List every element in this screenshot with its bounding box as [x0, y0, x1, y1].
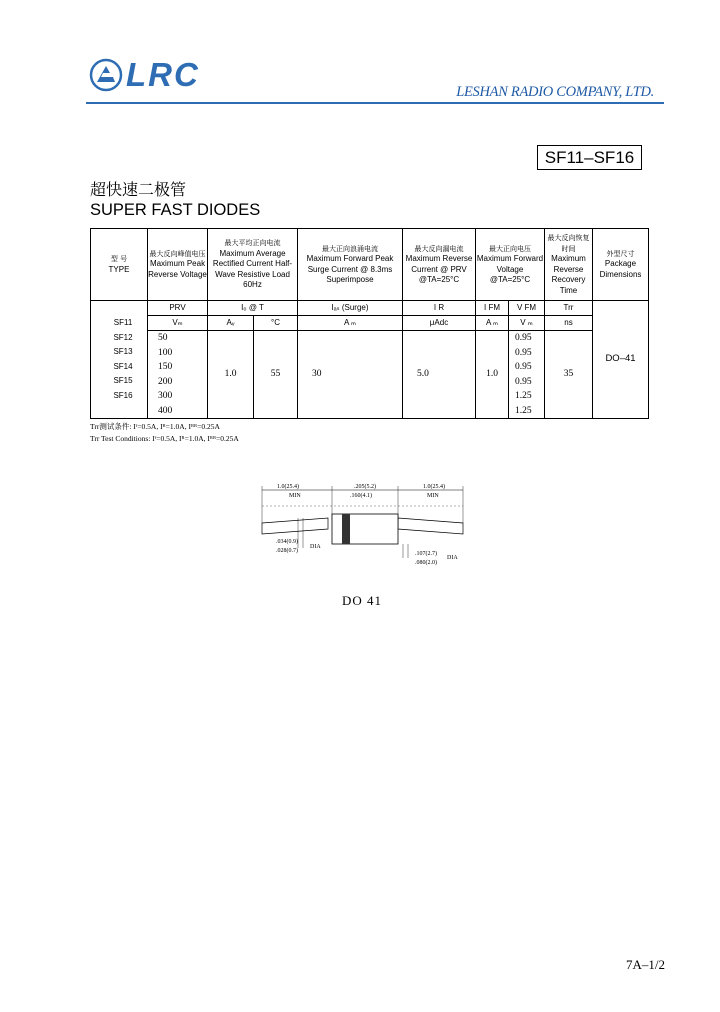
type-item: SF12	[113, 332, 133, 342]
lead-dia-label: DIA	[310, 544, 321, 550]
hdr-forward-voltage: 最大正向电压 Maximum Forward Voltage @TA=25°C	[476, 229, 545, 301]
prv-value: 200	[158, 376, 173, 387]
hdr-package: 外型尺寸 Package Dimensions	[593, 229, 649, 301]
vf-value: 1.25	[515, 405, 532, 416]
lead-length-right: 1.0(25.4)	[423, 484, 445, 490]
sym-vf-i: I FM	[476, 301, 509, 316]
title-chinese: 超快速二极管	[90, 180, 187, 199]
avg-current-value: 1.0	[208, 331, 254, 419]
prv-value: 150	[158, 362, 173, 372]
lead-dia-min: .028(0.7)	[276, 548, 298, 554]
symbol-row	[91, 301, 649, 316]
unit-vf-a: A ₘ	[476, 316, 509, 331]
unit-avg-a: Aᵥ	[208, 316, 254, 331]
sym-avg: I₀ @ T	[208, 301, 298, 316]
title-english: SUPER FAST DIODES	[90, 201, 261, 219]
trr-value: 35	[545, 331, 593, 419]
hdr-reverse-current: 最大反向漏电流 Maximum Reverse Current @ PRV @TA=25°C	[403, 229, 476, 301]
sym-trr: Trr	[545, 301, 593, 316]
reverse-current-value: 5.0	[403, 331, 476, 419]
body-length-max: .205(5.2)	[354, 484, 376, 490]
unit-surge: A ₘ	[298, 316, 403, 331]
surge-current-value: 30	[298, 331, 403, 419]
package-label: DO 41	[342, 593, 383, 608]
package-cell: DO–41	[593, 301, 649, 419]
type-item: SF13	[113, 347, 133, 356]
sym-prv: PRV	[148, 301, 208, 316]
logo-text: LRC	[126, 56, 200, 93]
unit-ir: μAdc	[403, 316, 476, 331]
vf-value: 0.95	[515, 362, 532, 372]
unit-trr: ns	[545, 316, 593, 331]
lead-min-left: MIN	[289, 493, 301, 499]
header-rule	[86, 102, 664, 104]
temp-value: 55	[254, 331, 298, 419]
body-dia-label: DIA	[447, 555, 458, 561]
hdr-type: 型 号 TYPE	[91, 229, 148, 301]
type-item: SF15	[113, 376, 133, 385]
unit-prv: Vₘ	[148, 316, 208, 331]
hdr-surge: 最大正向浪涌电流 Maximum Forward Peak Surge Current @ 8.3ms Superimpose	[298, 229, 403, 301]
prv-value: 100	[158, 347, 173, 358]
vf-value: 0.95	[515, 333, 532, 343]
sym-vf-v: V FM	[509, 301, 545, 316]
vf-values-cell	[509, 331, 545, 419]
test-note-en: Trr Test Conditions: Iᶠ=0.5A, Iᴿ=1.0A, Iᴿᴿ=0.25A	[90, 434, 239, 443]
type-item: SF16	[113, 390, 133, 400]
hdr-prv: 最大反向峰值电压 Maximum Peak Reverse Voltage	[148, 229, 208, 301]
type-item: SF11	[113, 318, 133, 327]
hdr-avg-current: 最大平均正向电流 Maximum Average Rectified Current Half-Wave Resistive Load 60Hz	[208, 229, 298, 301]
test-note-cn: Trr测试条件: Iᶠ=0.5A, Iᴿ=1.0A, Iᴿᴿ=0.25A	[90, 422, 220, 431]
hdr-trr: 最大反向恢复时间 Maximum Reverse Recovery Time	[545, 229, 593, 301]
sym-surge: Iₐₛ (Surge)	[298, 301, 403, 316]
company-name: LESHAN RADIO COMPANY, LTD.	[456, 84, 654, 100]
lead-dia-max: .034(0.9)	[276, 539, 298, 545]
type-cell	[91, 301, 148, 419]
lead-min-right: MIN	[427, 493, 439, 499]
unit-vf-v: V ₘ	[509, 316, 545, 331]
values-row	[91, 331, 649, 419]
vf-value: 0.95	[515, 347, 532, 358]
sym-ir: I R	[403, 301, 476, 316]
body-dia-max: .107(2.7)	[415, 551, 437, 557]
model-range-box: SF11–SF16	[537, 145, 642, 170]
vf-value: 0.95	[515, 376, 532, 387]
lead-length-left: 1.0(25.4)	[277, 484, 299, 490]
prv-value: 50	[158, 333, 168, 343]
type-item: SF14	[113, 361, 133, 371]
prv-values-cell	[148, 331, 208, 419]
table-header-row	[91, 229, 649, 301]
spec-table	[90, 228, 649, 419]
body-dia-min: .080(2.0)	[415, 560, 437, 566]
lrc-logo-icon	[89, 58, 123, 92]
unit-avg-t: °C	[254, 316, 298, 331]
body-length-min: .160(4.1)	[350, 493, 372, 499]
forward-current-value: 1.0	[476, 331, 509, 419]
prv-value: 300	[158, 391, 173, 401]
page-number: 7A–1/2	[626, 957, 665, 972]
vf-value: 1.25	[515, 391, 532, 401]
prv-value: 400	[158, 405, 173, 416]
unit-row	[91, 316, 649, 331]
